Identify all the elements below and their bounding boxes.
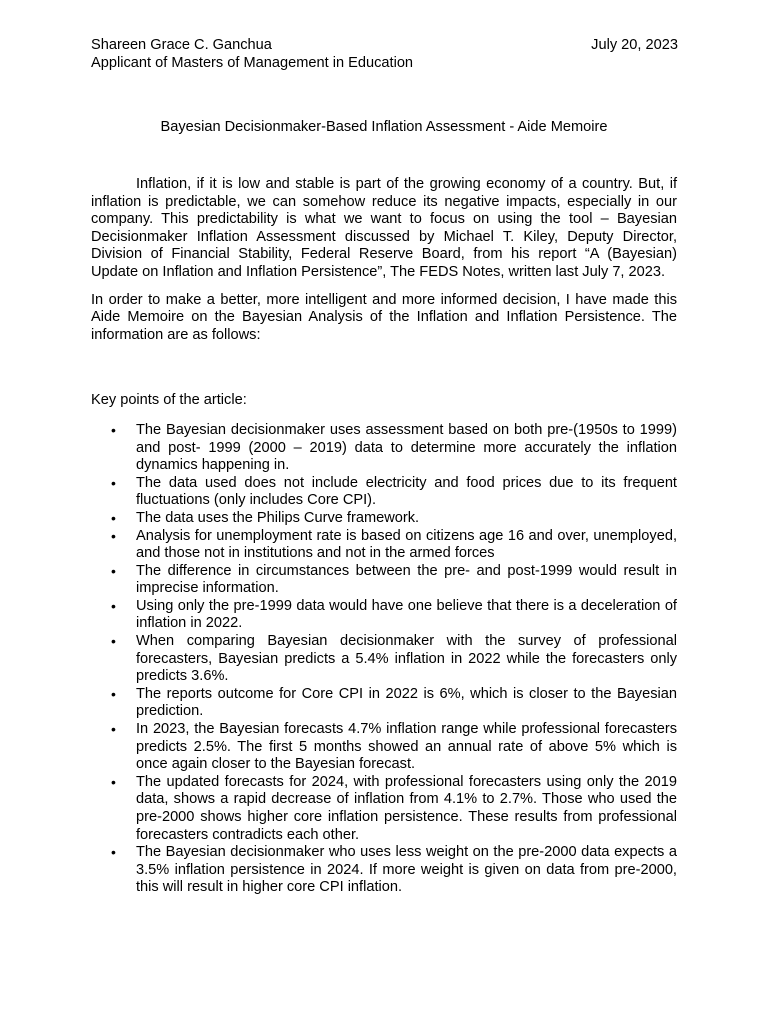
bullet-icon: • <box>111 562 116 579</box>
key-point-text: The data uses the Philips Curve framework. <box>136 509 420 526</box>
bullet-icon: • <box>111 597 116 614</box>
key-point-text: Analysis for unemployment rate is based on citizens age 16 and over, unemployed, and those not in institutions and not in the armed forces <box>136 527 677 562</box>
bullet-icon: • <box>111 721 116 738</box>
bullet-icon: • <box>111 421 116 438</box>
bullet-icon: • <box>111 844 116 861</box>
bullet-icon: • <box>111 509 116 526</box>
key-point-item <box>91 528 677 563</box>
key-point-text: The difference in circumstances between the pre- and post-1999 would result in imprecise information. <box>136 562 677 597</box>
bullet-icon: • <box>111 633 116 650</box>
key-point-text: In 2023, the Bayesian forecasts 4.7% inflation range while professional forecasters predicts 2.5%. The first 5 months showed an annual rate of above 5% which is once again closer to the Bayesian forecast. <box>136 721 677 773</box>
author-role: Applicant of Masters of Management in Education <box>91 54 414 71</box>
intro-paragraph: Inflation, if it is low and stable is part of the growing economy of a country. But, if inflation is predictable, we can somehow reduce its negative impacts, especially in our company. This predictability is what we want to focus on using the tool – Bayesian Decisionmaker Inflation Assessment discussed by Michael T. Kiley, Deputy Director, Division of Financial Stability, Federal Reserve Board, from his report “A (Bayesian) Update on Inflation and Inflation Persistence”, The FEDS Notes, written last July 7, 2023. <box>91 176 677 280</box>
key-point-text: The Bayesian decisionmaker who uses less weight on the pre-2000 data expects a 3.5% inflation persistence in 2024. If more weight is given on data from pre-2000, this will result in higher core CPI inflation. <box>136 844 677 896</box>
document-title: Bayesian Decisionmaker-Based Inflation Assessment - Aide Memoire <box>160 119 608 135</box>
key-point-item <box>91 510 677 528</box>
key-point-text: The reports outcome for Core CPI in 2022 is 6%, which is closer to the Bayesian prediction. <box>136 685 677 720</box>
key-point-item <box>91 633 677 686</box>
key-point-text: The Bayesian decisionmaker uses assessment based on both pre-(1950s to 1999) and post- 1999 (2000 – 2019) data to determine more accurately the inflation dynamics happening in. <box>136 421 677 474</box>
key-point-item <box>91 563 677 598</box>
key-point-item <box>91 475 677 510</box>
document-date: July 20, 2023 <box>591 37 678 53</box>
bullet-icon: • <box>111 474 116 491</box>
key-point-item <box>91 844 677 897</box>
key-points-heading: Key points of the article: <box>91 392 247 409</box>
bullet-icon: • <box>111 527 116 544</box>
author-name: Shareen Grace C. Ganchua <box>91 37 272 53</box>
key-point-item <box>91 774 677 844</box>
bullet-icon: • <box>111 685 116 702</box>
key-point-item <box>91 686 677 721</box>
key-point-text: The updated forecasts for 2024, with professional forecasters using only the 2019 data, shows a rapid decrease of inflation from 4.1% to 2.7%. Those who used the pre-2000 shows higher core inflation persistence. These results from professional forecasters contradicts each other. <box>136 773 677 843</box>
key-point-item <box>91 422 677 475</box>
key-point-text: The data used does not include electricity and food prices due to its frequent fluctuations (only includes Core CPI). <box>136 474 677 509</box>
key-point-text: When comparing Bayesian decisionmaker with the survey of professional forecasters, Bayesian predicts a 5.4% inflation in 2022 while the forecasters only predicts 3.6%. <box>136 633 677 685</box>
key-point-item <box>91 721 677 774</box>
purpose-paragraph: In order to make a better, more intelligent and more informed decision, I have made this Aide Memoire on the Bayesian Analysis of the Inflation and Inflation Persistence. The information are as follows: <box>91 291 677 343</box>
key-point-item <box>91 598 677 633</box>
bullet-icon: • <box>111 773 116 790</box>
key-points-list <box>91 422 677 897</box>
header-left <box>91 37 413 72</box>
document-body <box>91 176 677 897</box>
key-point-text: Using only the pre-1999 data would have one believe that there is a deceleration of inflation in 2022. <box>136 597 677 632</box>
